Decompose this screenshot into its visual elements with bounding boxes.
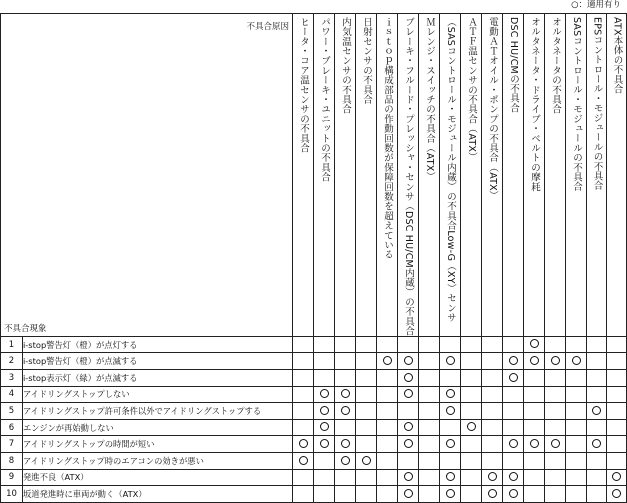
matrix-cell — [356, 469, 377, 486]
table-row — [1, 469, 627, 486]
cause-label: 日射センサの不具合 — [361, 17, 372, 105]
matrix-cell — [461, 336, 482, 353]
matrix-cell — [398, 436, 419, 453]
table-row — [1, 403, 627, 420]
applicable-circle-icon — [572, 356, 581, 365]
matrix-cell — [398, 336, 419, 353]
matrix-cell — [377, 419, 398, 436]
applicable-circle-icon — [341, 456, 350, 465]
matrix-cell — [607, 436, 627, 453]
matrix-cell — [377, 469, 398, 486]
matrix-cell — [419, 486, 440, 503]
applicable-circle-icon — [404, 439, 413, 448]
matrix-cell — [503, 452, 524, 469]
matrix-cell — [461, 452, 482, 469]
applicable-circle-icon — [320, 389, 329, 398]
symptom-text: i-stop警告灯（橙）が点滅する — [23, 353, 293, 370]
matrix-cell — [293, 469, 314, 486]
matrix-cell — [440, 403, 461, 420]
matrix-cell — [461, 370, 482, 387]
matrix-cell — [314, 436, 335, 453]
corner-cell — [1, 14, 293, 337]
matrix-cell — [293, 436, 314, 453]
matrix-cell — [398, 353, 419, 370]
matrix-cell — [314, 386, 335, 403]
table-row — [1, 452, 627, 469]
matrix-cell — [503, 386, 524, 403]
cause-label: SASコントロール・モジュールの不具合 — [571, 17, 582, 192]
cause-header-1 — [293, 14, 314, 337]
applicable-circle-icon — [446, 356, 455, 365]
matrix-cell — [566, 436, 587, 453]
matrix-cell — [314, 353, 335, 370]
applicable-circle-icon — [509, 356, 518, 365]
matrix-cell — [607, 469, 627, 486]
matrix-cell — [293, 370, 314, 387]
matrix-cell — [440, 336, 461, 353]
matrix-cell — [377, 386, 398, 403]
matrix-cell — [566, 353, 587, 370]
applicable-circle-icon — [488, 489, 497, 498]
table-row — [1, 419, 627, 436]
symptom-text: アイドリングストップしない — [23, 386, 293, 403]
matrix-cell — [461, 403, 482, 420]
cause-header-9 — [461, 14, 482, 337]
matrix-cell — [314, 469, 335, 486]
matrix-cell — [482, 403, 503, 420]
cause-label: ｉｓｔｏｐ構成部品の作動回数が保障回数を超えている — [382, 17, 393, 260]
matrix-cell — [482, 436, 503, 453]
matrix-cell — [607, 353, 627, 370]
applicable-circle-icon — [362, 456, 371, 465]
matrix-cell — [503, 403, 524, 420]
applicable-circle-icon — [509, 439, 518, 448]
matrix-cell — [587, 452, 607, 469]
matrix-cell — [419, 419, 440, 436]
cause-header-16 — [607, 14, 627, 337]
matrix-cell — [545, 336, 566, 353]
symptom-text: アイドリングストップ時のエアコンの効きが悪い — [23, 452, 293, 469]
matrix-cell — [524, 370, 545, 387]
matrix-cell — [524, 419, 545, 436]
matrix-cell — [293, 403, 314, 420]
applicable-circle-icon — [488, 472, 497, 481]
symptom-text: アイドリングストップ許可条件以外でアイドリングストップする — [23, 403, 293, 420]
matrix-cell — [419, 469, 440, 486]
row-number: 3 — [1, 370, 23, 387]
row-number: 1 — [1, 336, 23, 353]
row-number: 5 — [1, 403, 23, 420]
applicable-circle-icon — [341, 389, 350, 398]
matrix-cell — [377, 370, 398, 387]
applicable-circle-icon — [341, 439, 350, 448]
matrix-cell — [314, 486, 335, 503]
matrix-cell — [545, 486, 566, 503]
matrix-cell — [356, 419, 377, 436]
matrix-body — [1, 336, 627, 502]
cause-header-7 — [419, 14, 440, 337]
matrix-cell — [587, 486, 607, 503]
matrix-cell — [335, 370, 356, 387]
matrix-cell — [545, 403, 566, 420]
matrix-cell — [503, 419, 524, 436]
matrix-cell — [356, 386, 377, 403]
matrix-cell — [377, 353, 398, 370]
cause-label: （SASコントロール・モジュール内蔵）の不具合Low-G（XY）センサ — [445, 17, 456, 323]
symptom-text: 発進不良（ATX） — [23, 469, 293, 486]
matrix-cell — [461, 353, 482, 370]
matrix-cell — [607, 486, 627, 503]
matrix-cell — [377, 403, 398, 420]
applicable-circle-icon — [299, 456, 308, 465]
matrix-cell — [587, 419, 607, 436]
matrix-cell — [398, 469, 419, 486]
matrix-cell — [566, 452, 587, 469]
matrix-cell — [461, 386, 482, 403]
cause-header-10 — [482, 14, 503, 337]
matrix-cell — [503, 336, 524, 353]
matrix-cell — [440, 353, 461, 370]
matrix-cell — [314, 403, 335, 420]
matrix-cell — [524, 436, 545, 453]
matrix-cell — [335, 336, 356, 353]
applicable-circle-icon — [383, 356, 392, 365]
matrix-cell — [607, 336, 627, 353]
matrix-cell — [566, 419, 587, 436]
applicable-circle-icon — [404, 356, 413, 365]
matrix-cell — [440, 386, 461, 403]
applicable-circle-icon — [341, 406, 350, 415]
cause-label: Ｍレンジ・スイッチの不具合（ATX） — [424, 17, 435, 182]
table-row — [1, 353, 627, 370]
cause-header-11 — [503, 14, 524, 337]
matrix-cell — [440, 370, 461, 387]
table-row — [1, 386, 627, 403]
applicable-circle-icon — [612, 472, 621, 481]
table-row — [1, 370, 627, 387]
symptom-text: 坂道発進時に車両が動く（ATX） — [23, 486, 293, 503]
matrix-cell — [398, 370, 419, 387]
matrix-cell — [587, 336, 607, 353]
applicable-circle-icon — [299, 439, 308, 448]
applicable-circle-icon — [592, 406, 601, 415]
row-number: 7 — [1, 436, 23, 453]
matrix-cell — [419, 452, 440, 469]
matrix-cell — [419, 370, 440, 387]
matrix-cell — [545, 452, 566, 469]
matrix-cell — [503, 370, 524, 387]
matrix-cell — [545, 386, 566, 403]
matrix-cell — [398, 452, 419, 469]
matrix-cell — [566, 336, 587, 353]
matrix-cell — [461, 436, 482, 453]
matrix-cell — [607, 370, 627, 387]
symptom-text: エンジンが再始動しない — [23, 419, 293, 436]
matrix-cell — [356, 403, 377, 420]
matrix-cell — [607, 386, 627, 403]
cause-header-row — [1, 14, 627, 337]
matrix-cell — [482, 486, 503, 503]
matrix-cell — [566, 469, 587, 486]
matrix-cell — [419, 336, 440, 353]
matrix-cell — [398, 486, 419, 503]
table-row — [1, 486, 627, 503]
applicable-circle-icon — [551, 439, 560, 448]
matrix-cell — [566, 486, 587, 503]
cause-label: EPSコントロール・モジュールの不具合 — [591, 17, 603, 191]
matrix-cell — [482, 386, 503, 403]
matrix-cell — [440, 436, 461, 453]
matrix-cell — [335, 452, 356, 469]
row-number: 6 — [1, 419, 23, 436]
applicable-circle-icon — [592, 439, 601, 448]
matrix-cell — [293, 486, 314, 503]
matrix-cell — [587, 386, 607, 403]
cause-header-8 — [440, 14, 461, 337]
cause-header-12 — [524, 14, 545, 337]
matrix-cell — [314, 419, 335, 436]
matrix-cell — [293, 419, 314, 436]
matrix-cell — [377, 486, 398, 503]
row-number: 2 — [1, 353, 23, 370]
matrix-cell — [566, 403, 587, 420]
row-number: 4 — [1, 386, 23, 403]
matrix-cell — [293, 336, 314, 353]
matrix-cell — [461, 419, 482, 436]
applicable-circle-icon — [320, 406, 329, 415]
applicable-circle-icon — [446, 439, 455, 448]
matrix-cell — [545, 469, 566, 486]
matrix-cell — [356, 336, 377, 353]
matrix-cell — [566, 386, 587, 403]
matrix-cell — [482, 336, 503, 353]
matrix-cell — [503, 486, 524, 503]
cause-header-3 — [335, 14, 356, 337]
matrix-cell — [335, 353, 356, 370]
matrix-cell — [377, 336, 398, 353]
table-row — [1, 436, 627, 453]
symptom-text: i-stop警告灯（橙）が点灯する — [23, 336, 293, 353]
matrix-cell — [398, 403, 419, 420]
symptom-text: i-stop表示灯（緑）が点滅する — [23, 370, 293, 387]
applicable-circle-icon — [446, 472, 455, 481]
applicable-circle-icon — [320, 422, 329, 431]
matrix-cell — [440, 469, 461, 486]
matrix-cell — [335, 386, 356, 403]
applicable-circle-icon — [404, 389, 413, 398]
matrix-cell — [335, 436, 356, 453]
legend: ○：適用有り — [571, 0, 621, 10]
matrix-cell — [482, 469, 503, 486]
matrix-cell — [335, 469, 356, 486]
matrix-cell — [545, 353, 566, 370]
matrix-cell — [524, 336, 545, 353]
matrix-cell — [356, 370, 377, 387]
cause-label: 電動ＡＴオイル・ポンプの不具合（ATX） — [487, 17, 498, 201]
cause-header-4 — [356, 14, 377, 337]
cause-header-15 — [587, 14, 607, 337]
cause-label: パワー・ブレーキ・ユニットの不具合 — [319, 17, 330, 182]
matrix-cell — [607, 452, 627, 469]
matrix-cell — [503, 469, 524, 486]
matrix-cell — [314, 452, 335, 469]
applicable-circle-icon — [509, 373, 518, 382]
matrix-cell — [293, 353, 314, 370]
applicable-circle-icon — [446, 406, 455, 415]
matrix-cell — [524, 386, 545, 403]
matrix-cell — [356, 452, 377, 469]
matrix-cell — [587, 353, 607, 370]
matrix-cell — [419, 353, 440, 370]
matrix-cell — [314, 336, 335, 353]
matrix-cell — [356, 436, 377, 453]
cause-header-6 — [398, 14, 419, 337]
applicable-circle-icon — [551, 356, 560, 365]
matrix-cell — [545, 436, 566, 453]
cause-label: オルタネータの不具合 — [550, 17, 561, 114]
matrix-cell — [587, 436, 607, 453]
matrix-cell — [545, 370, 566, 387]
cause-label: オルタネータ・ドライブ・ベルトの摩耗 — [529, 17, 540, 192]
matrix-cell — [419, 403, 440, 420]
matrix-cell — [356, 353, 377, 370]
cause-header-2 — [314, 14, 335, 337]
matrix-cell — [524, 403, 545, 420]
applicable-circle-icon — [320, 439, 329, 448]
matrix-cell — [545, 419, 566, 436]
cause-label: ATX本体の不具合 — [611, 17, 623, 94]
cause-label: ヒータ・コア温センサの不具合 — [298, 17, 309, 153]
row-number: 9 — [1, 469, 23, 486]
matrix-cell — [587, 403, 607, 420]
matrix-cell — [314, 370, 335, 387]
applicable-circle-icon — [446, 389, 455, 398]
matrix-cell — [398, 386, 419, 403]
applicable-circle-icon — [530, 439, 539, 448]
matrix-cell — [482, 452, 503, 469]
matrix-cell — [566, 370, 587, 387]
matrix-cell — [335, 419, 356, 436]
row-number: 10 — [1, 486, 23, 503]
matrix-cell — [503, 353, 524, 370]
cause-label: 内気温センサの不具合 — [340, 17, 351, 114]
matrix-cell — [482, 353, 503, 370]
applicable-circle-icon — [404, 373, 413, 382]
applicable-circle-icon — [404, 422, 413, 431]
matrix-cell — [587, 370, 607, 387]
matrix-cell — [524, 469, 545, 486]
applicable-circle-icon — [404, 472, 413, 481]
matrix-cell — [419, 386, 440, 403]
symptom-text: アイドリングストップの時間が短い — [23, 436, 293, 453]
matrix-cell — [607, 419, 627, 436]
cause-symptom-matrix — [0, 13, 627, 503]
matrix-cell — [293, 452, 314, 469]
matrix-cell — [461, 486, 482, 503]
matrix-cell — [293, 386, 314, 403]
applicable-circle-icon — [530, 356, 539, 365]
cause-header-5 — [377, 14, 398, 337]
matrix-cell — [524, 486, 545, 503]
applicable-circle-icon — [446, 489, 455, 498]
cause-header-14 — [566, 14, 587, 337]
cause-header-13 — [545, 14, 566, 337]
cause-label: ＡＴＦ温センサの不具合（ATX） — [466, 17, 477, 162]
matrix-cell — [356, 486, 377, 503]
matrix-cell — [503, 436, 524, 453]
matrix-cell — [440, 452, 461, 469]
matrix-cell — [587, 469, 607, 486]
cause-header-label: 不具合原因 — [246, 22, 289, 32]
matrix-cell — [335, 403, 356, 420]
matrix-cell — [482, 419, 503, 436]
cause-label: DSC HU/CMの不具合 — [508, 17, 519, 113]
row-number: 8 — [1, 452, 23, 469]
applicable-circle-icon — [612, 489, 621, 498]
matrix-cell — [440, 486, 461, 503]
matrix-cell — [398, 419, 419, 436]
matrix-cell — [377, 436, 398, 453]
matrix-cell — [377, 452, 398, 469]
applicable-circle-icon — [404, 489, 413, 498]
cause-label: ブレーキ・フルード・プレッシャ・センサ（DSC HU/CM内蔵）の不具合 — [403, 17, 414, 336]
matrix-cell — [461, 469, 482, 486]
matrix-cell — [524, 452, 545, 469]
symptom-header-label: 不具合現象 — [4, 323, 47, 334]
matrix-cell — [482, 370, 503, 387]
matrix-cell — [607, 403, 627, 420]
matrix-cell — [419, 436, 440, 453]
applicable-circle-icon — [467, 422, 476, 431]
applicable-circle-icon — [509, 472, 518, 481]
table-row — [1, 336, 627, 353]
matrix-cell — [524, 353, 545, 370]
applicable-circle-icon — [530, 339, 539, 348]
matrix-cell — [335, 486, 356, 503]
matrix-cell — [440, 419, 461, 436]
applicable-circle-icon — [509, 489, 518, 498]
